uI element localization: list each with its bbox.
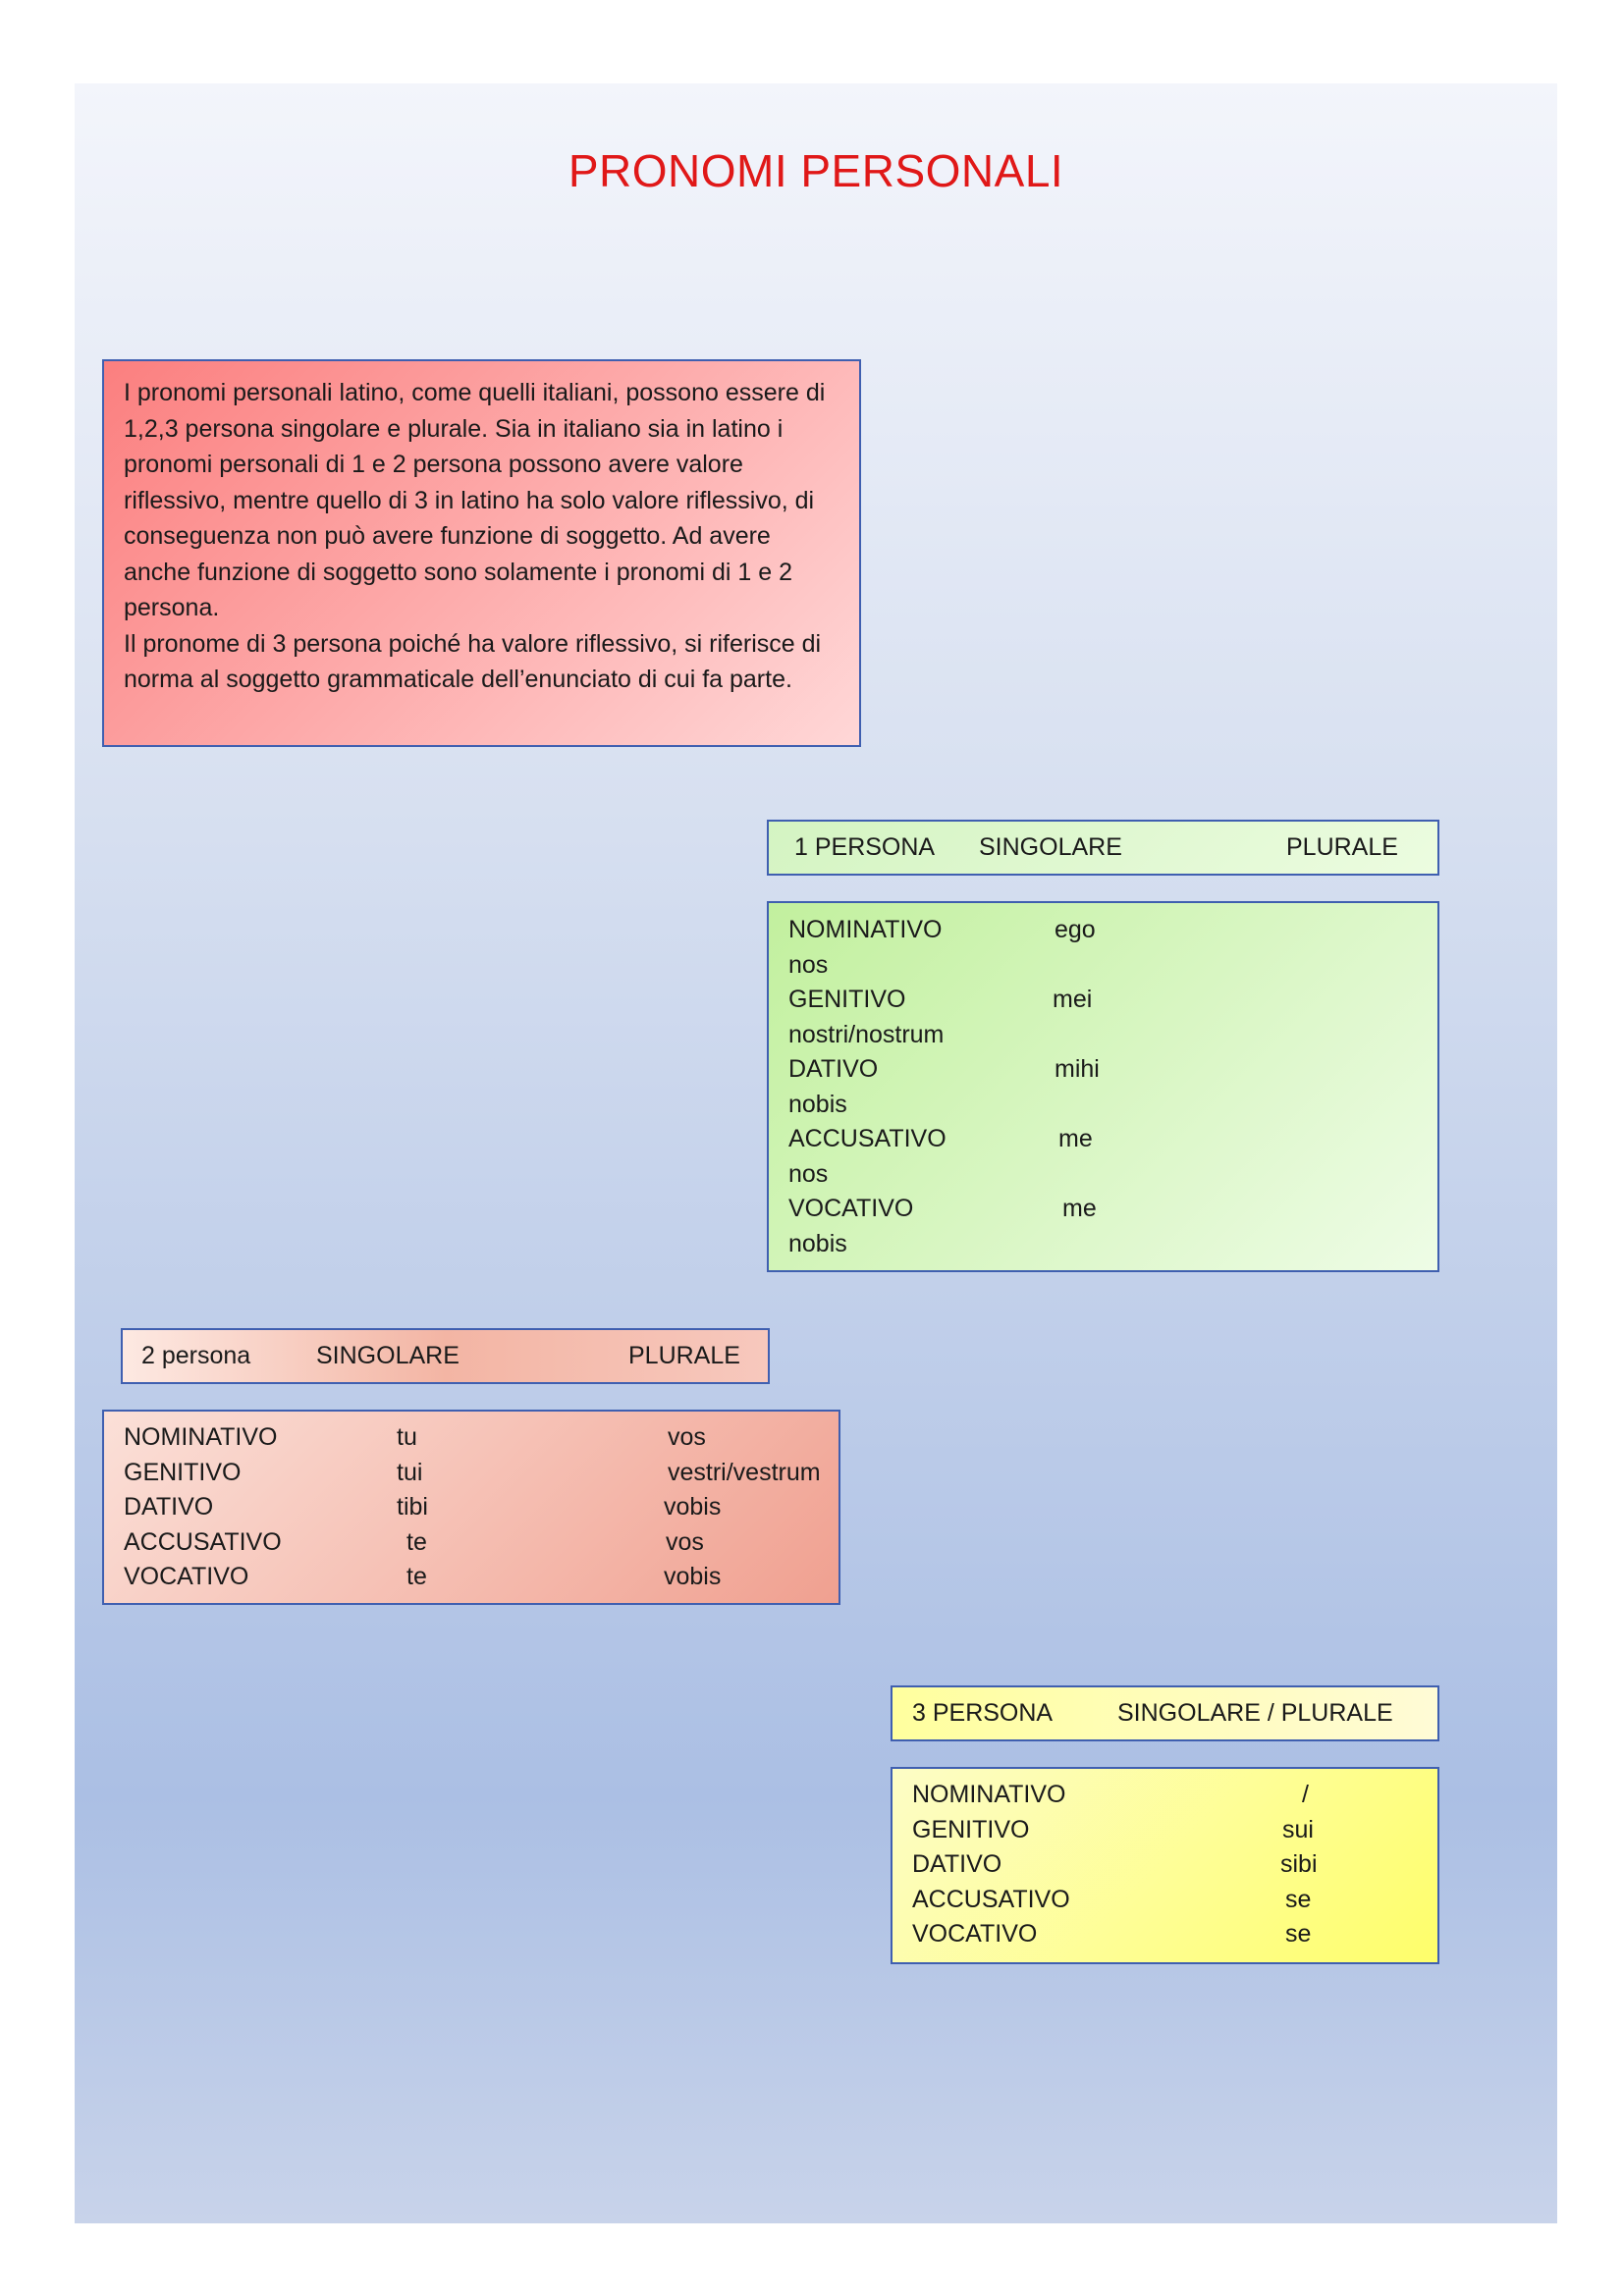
form-value: se (1285, 1920, 1312, 1948)
form-value: sibi (1280, 1850, 1318, 1878)
case-label: VOCATIVO (788, 1195, 914, 1222)
singular-form: te (406, 1527, 427, 1556)
first-person-label: 1 PERSONA (794, 833, 936, 861)
case-label: ACCUSATIVO (788, 1125, 947, 1152)
case-label: DATIVO (124, 1493, 214, 1521)
singular-form: me (1062, 1195, 1097, 1222)
second-person-table (102, 1410, 840, 1605)
singular-form: te (406, 1563, 427, 1590)
table-row (788, 983, 1418, 1018)
case-label: VOCATIVO (124, 1563, 249, 1590)
second-person-plural-label: PLURALE (628, 1342, 740, 1369)
intro-paragraph-1: I pronomi personali latino, come quelli italiani, possono essere di 1,2,3 persona singolare e plurale. Sia in italiano sia in latino i pronomi personali di 1 e 2 persona possono avere valore riflessivo, mentre quello di 3 in latino ha solo valore riflessivo, di conseguenza non può avere funzione di soggetto. Ad avere anche funzione di soggetto sono solamente i pronomi di 1 e 2 persona. (124, 379, 826, 621)
case-label: NOMINATIVO (788, 916, 943, 943)
second-person-singular-label: SINGOLARE (316, 1342, 460, 1369)
plural-form: nos (788, 950, 829, 979)
plural-form: vobis (664, 1493, 722, 1521)
second-person-header (121, 1328, 770, 1384)
table-row (912, 1883, 1418, 1918)
table-row (912, 1813, 1418, 1848)
singular-form: mei (1053, 986, 1093, 1013)
third-person-header (891, 1685, 1439, 1741)
table-row (788, 913, 1418, 948)
singular-form: me (1058, 1125, 1093, 1152)
second-person-label: 2 persona (141, 1342, 251, 1369)
plural-form: vestri/vestrum (668, 1458, 821, 1486)
table-row (124, 1525, 819, 1561)
form-value: / (1302, 1781, 1309, 1808)
plural-form: nobis (788, 1090, 847, 1118)
case-label: VOCATIVO (912, 1920, 1038, 1948)
plural-form: vobis (664, 1563, 722, 1590)
singular-form: ego (1055, 916, 1096, 943)
case-label: DATIVO (912, 1850, 1002, 1878)
table-row (788, 1122, 1418, 1157)
plural-form: vos (666, 1527, 704, 1556)
table-row (912, 1778, 1418, 1813)
case-label: NOMINATIVO (124, 1423, 278, 1451)
first-person-plural-label: PLURALE (1286, 833, 1398, 861)
singular-form: tu (397, 1423, 417, 1451)
case-label: NOMINATIVO (912, 1781, 1066, 1808)
plural-form: vos (668, 1423, 706, 1451)
case-label: GENITIVO (788, 986, 906, 1013)
first-person-header (767, 820, 1439, 876)
document-page (75, 83, 1557, 2223)
intro-paragraph-2: Il pronome di 3 persona poiché ha valore riflessivo, si riferisce di norma al soggetto grammaticale dell’enunciato di cui fa parte. (124, 629, 822, 693)
plural-form: nobis (788, 1229, 847, 1257)
case-label: GENITIVO (912, 1815, 1030, 1843)
table-row (124, 1420, 819, 1456)
plural-form: nos (788, 1159, 829, 1188)
third-person-label: 3 PERSONA (912, 1699, 1054, 1727)
form-value: sui (1282, 1815, 1314, 1843)
case-label: GENITIVO (124, 1458, 242, 1486)
singular-form: tibi (397, 1493, 428, 1521)
table-row (912, 1847, 1418, 1883)
page-title: PRONOMI PERSONALI (568, 145, 1064, 196)
intro-box (102, 359, 861, 747)
singular-form: tui (397, 1458, 423, 1486)
table-row (788, 1192, 1418, 1227)
plural-form: nostri/nostrum (788, 1020, 945, 1048)
singular-form: mihi (1055, 1055, 1100, 1083)
first-person-singular-label: SINGOLARE (979, 833, 1122, 861)
table-row (912, 1917, 1418, 1952)
third-person-number-label: SINGOLARE / PLURALE (1117, 1699, 1393, 1727)
table-row (124, 1560, 819, 1595)
case-label: ACCUSATIVO (912, 1885, 1070, 1913)
table-row (124, 1456, 819, 1491)
third-person-table (891, 1767, 1439, 1964)
case-label: ACCUSATIVO (124, 1527, 282, 1556)
form-value: se (1285, 1885, 1312, 1913)
first-person-table (767, 901, 1439, 1272)
case-label: DATIVO (788, 1055, 879, 1083)
table-row (788, 1052, 1418, 1088)
table-row (124, 1490, 819, 1525)
